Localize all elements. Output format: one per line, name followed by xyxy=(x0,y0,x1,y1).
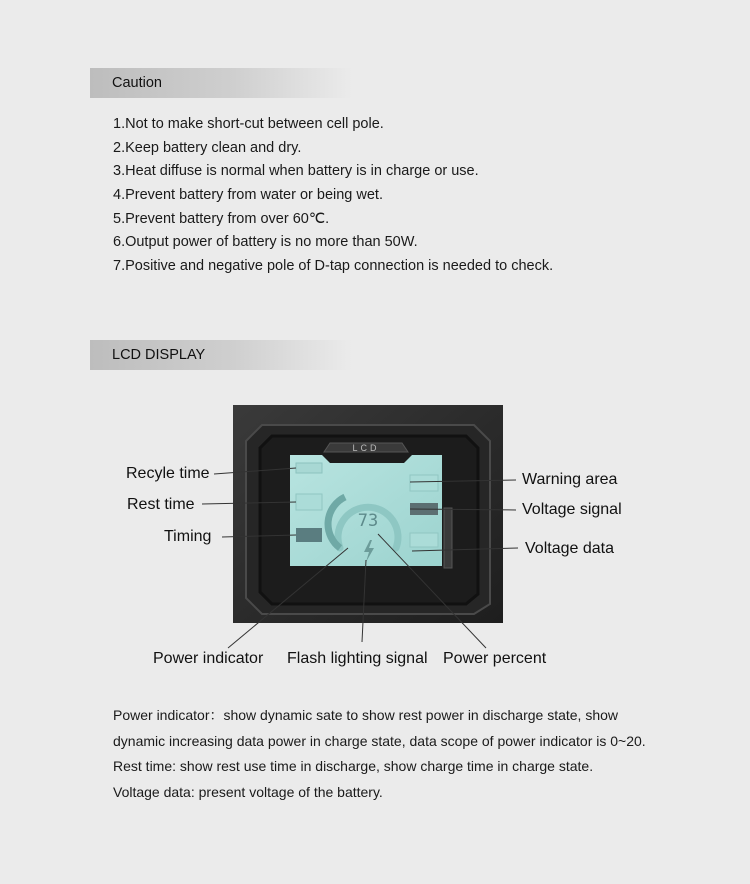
timing-label: Timing xyxy=(164,528,212,545)
warning-area-segment xyxy=(410,475,438,491)
caution-item: 4.Prevent battery from water or being wet. xyxy=(113,187,383,204)
power-indicator-label: Power indicator xyxy=(153,650,264,667)
rest-time-segment xyxy=(296,494,322,510)
caution-item: 5.Prevent battery from over 60℃. xyxy=(113,210,330,227)
caution-title: Caution xyxy=(112,75,162,91)
power-percent-readout: 73 xyxy=(357,511,379,531)
description-line: Rest time: show rest use time in discharge, show charge time in charge state. xyxy=(113,758,594,775)
recycle-time-segment xyxy=(296,463,322,473)
description-line: Voltage data: present voltage of the battery. xyxy=(113,784,383,801)
voltage-signal-label: Voltage signal xyxy=(522,501,622,518)
rest-time-label: Rest time xyxy=(127,496,195,513)
recycle-time-label: Recyle time xyxy=(126,465,210,482)
power-percent-label: Power percent xyxy=(443,650,547,667)
lcd-tab-label: LCD xyxy=(352,443,380,453)
voltage-data-label: Voltage data xyxy=(525,540,614,557)
description-line: Power indicator：show dynamic sate to show rest power in discharge state, show xyxy=(113,707,619,723)
voltage-data-segment xyxy=(410,533,438,547)
caution-item: 7.Positive and negative pole of D-tap connection is needed to check. xyxy=(113,258,554,275)
warning-area-label: Warning area xyxy=(522,471,618,488)
timing-segment xyxy=(296,528,322,542)
side-slot xyxy=(444,508,452,568)
caution-item: 2.Keep battery clean and dry. xyxy=(113,139,302,156)
lcd-display-title: LCD DISPLAY xyxy=(112,347,206,363)
caution-item: 3.Heat diffuse is normal when battery is in charge or use. xyxy=(113,163,479,180)
flash-lighting-signal-label: Flash lighting signal xyxy=(287,650,428,667)
caution-item: 6.Output power of battery is no more than 50W. xyxy=(113,234,418,251)
caution-item: 1.Not to make short-cut between cell pole. xyxy=(113,116,384,132)
lcd-description xyxy=(113,703,646,806)
description-line: dynamic increasing data power in charge state, data scope of power indicator is 0~20. xyxy=(113,732,646,749)
